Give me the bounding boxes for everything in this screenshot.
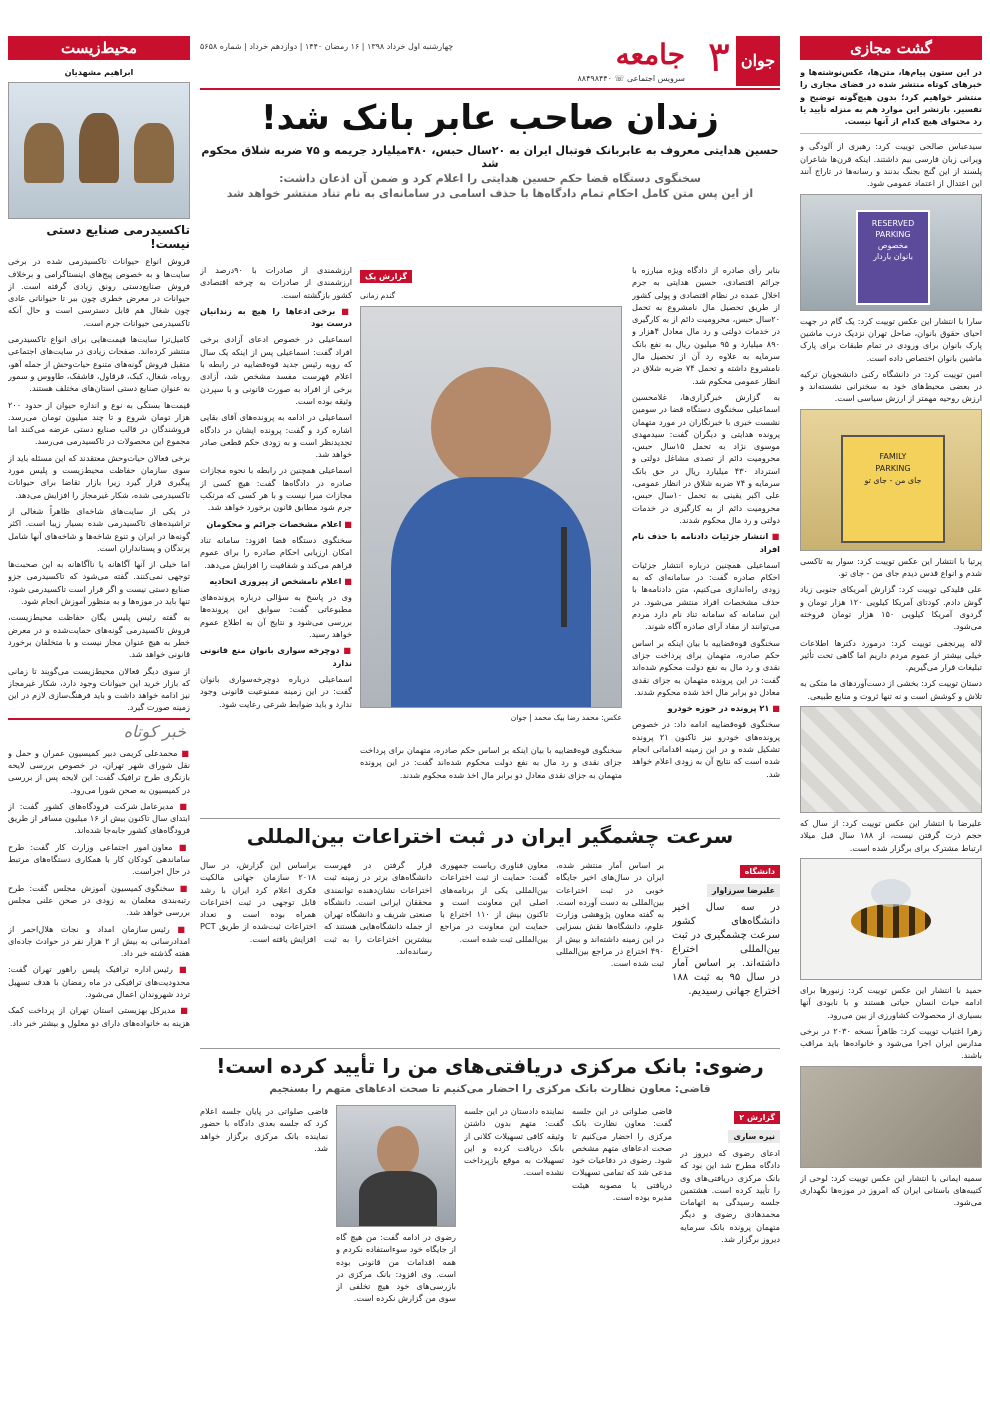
family-parking-photo: FAMILY PARKING جای من - جای تو [800, 409, 982, 551]
main-left-para-6: وی در پاسخ به سؤالی درباره پرونده‌های مطبوعاتی گفت: سوابق این پرونده‌ها بررسی می‌شود و نتایج آن به اطلاع عموم خواهد رسید. [200, 592, 352, 640]
short-news-header: خبر کوتاه [8, 718, 190, 743]
patent-col-4 [200, 859, 316, 1039]
bank-subhead: قاضی: معاون نظارت بانک مرکزی را احضار می‌کنیم تا صحت ادعاهای متهم را بسنجیم [269, 1083, 711, 1095]
virtual-tour-item-4: پرتیا با انتشار این عکس توییت کرد: سوار به تاکسی شدم و انواع قدس دیدم جای من - جای تو. [800, 555, 982, 579]
patent-col-1 [556, 859, 664, 1039]
service-line: سرویس اجتماعی ☏ ۸۸۴۹۸۴۴۰ [577, 74, 685, 83]
main-left-para-2: اسماعیلی در خصوص ادعای آزادی برخی افراد گفت: اسماعیلی پس از اینکه یک سال که رویه رئیس جدید قوه‌قضاییه در رابطه با اعلام فهرست مفسد مشخص شد، آزادی برخی از افراد به صورت قانونی و با سپردن وثیقه بوده است. [200, 334, 352, 406]
main-left-para-7: اسماعیلی درباره دوچرخه‌سواری بانوان گفت: در این زمینه ممنوعیت قانونی وجود ندارد و باید ضوابط شرعی رعایت شود. [200, 673, 352, 709]
virtual-tour-column [800, 36, 982, 1401]
main-left-para-3: اسماعیلی در ادامه به پرونده‌های آقای بقایی اشاره کرد و گفت: پرونده ایشان در دادگاه تجدیدنظر است و به زودی حکم قطعی صادر خواهد شد. [200, 412, 352, 460]
hedayati-photo [360, 306, 622, 708]
main-subhead-3: از این پس متن کامل احکام تمام دادگاه‌ها با حذف اسامی در سامانه‌ای به نام تناد منتشر خواهد شد [226, 187, 754, 200]
main-left-para-5: سخنگوی دستگاه قضا افزود: سامانه تناد امکان ارزیابی احکام صادره را برای عموم فراهم می‌کند و شفافیت را افزایش می‌دهد. [200, 534, 352, 570]
main-photo-block [360, 264, 622, 734]
reserved-parking-photo: RESERVED PARKING مخصوص بانوان باردار [800, 194, 982, 311]
short-news-item-2: ■ مدیرعامل شرکت فرودگاه‌های کشور گفت: از ابتدای سال تاکنون بیش از ۱۶ میلیون مسافر از طریق فرودگاه‌های کشور جابه‌جا شده‌اند. [8, 800, 190, 836]
main-left-subtitle-4: ■ دوچرخه سواری بانوان منع قانونی ندارد [200, 645, 352, 668]
main-center-para: سخنگوی قوه‌قضاییه با بیان اینکه بر اساس حکم صادره، متهمان برای پرداخت جزای نقدی و رد مال به نفع دولت محکوم شده‌اند گفت: در این پرونده متهمان به جزای نقدی معادل دو برابر مال اخذ شده محکوم شدند. [360, 745, 622, 780]
environment-column [8, 36, 190, 1401]
packaged-goods-photo [800, 706, 982, 813]
virtual-tour-item-8: علیرضا با انتشار این عکس توییت کرد: از سال که حجم ذرت گرفتن نیست، از ۱۸۸ سال قبل میلاد ارتباط مشترک برای برگزار شده است. [800, 818, 982, 853]
report-tag: گزارش یک [360, 270, 412, 283]
main-right-para-5: سخنگوی قوه‌قضاییه ادامه داد: در خصوص پرونده‌های خودرو نیز تاکنون ۲۱ پرونده تشکیل شده و در این زمینه اقداماتی انجام شده است که نتایج آن به زودی اعلام خواهد شد. [632, 719, 780, 779]
bee-photo [800, 858, 982, 980]
taxidermy-para-7: به گفته رئیس پلیس یگان حفاظت محیط‌زیست، فروش تاکسیدرمی گونه‌های حمایت‌شده و در معرض خطر به هیچ عنوان مجاز نیست و با متخلفان برخورد قانونی خواهد شد. [8, 612, 190, 660]
bank-col-4 [336, 1105, 456, 1395]
main-left-subtitle-3: ■ اعلام نامشخص از پیروزی اتحادیه [209, 575, 352, 586]
environment-header: محیط‌زیست [8, 36, 190, 60]
date-line: چهارشنبه اول خرداد ۱۳۹۸ | ۱۶ رمضان ۱۴۴۰ | دوازدهم خرداد | شماره ۵۶۵۸ [200, 42, 454, 51]
bank-headline: رضوی: بانک مرکزی دریافتی‌های من را تأیید کرده است! [216, 1054, 764, 1078]
newspaper-logo: جوان [736, 36, 780, 86]
virtual-tour-intro: در این ستون پیام‌ها، متن‌ها، عکس‌نوشته‌ها و خبرهای کوتاه منتشر شده در فضای مجازی را منتشر خواهیم کرد؛ بدون هیچ‌گونه توضیح و تفسیر. بازنشر این موارد هم به منزله تأیید یا رد محتوای هیچ کدام از آنها نیست. [800, 67, 982, 127]
patent-col-4-text: براساس این گزارش، در سال ۲۰۱۸ سازمان جهانی مالکیت فکری اعلام کرد ایران با رشد قابل توجهی در ثبت اختراعات همراه بوده است و تعداد اختراعات ثبت‌شده از طریق PCT افزایش یافته است. [200, 860, 316, 944]
main-col-center-bottom [360, 744, 622, 809]
main-left-para-1: ارزشمندی از صادرات با ۹۰درصد از ارزشمندی از صادرات به چرخه اقتصادی کشور بازگشته است. [200, 265, 352, 300]
virtual-tour-item-11: سمیه ایمانی با انتشار این عکس توییت کرد: لوحی از کتیبه‌های باستانی ایران که امروز در موزه‌ها نگهداری می‌شود. [800, 1172, 982, 1208]
main-left-subtitle-2: ■ اعلام مشخصات جرائم و محکومان [206, 518, 352, 529]
clay-tablet-photo [800, 1066, 982, 1168]
short-news-item-7: ■ مدیرکل بهزیستی استان تهران از پرداخت کمک هزینه به خانواده‌های دارای دو معلول و بیشتر خبر داد. [8, 1005, 190, 1028]
photo-caption: عکس: محمد رضا بیک محمد | جوان [510, 713, 622, 722]
patent-author: علیرضا سرزاوار [707, 884, 780, 897]
patent-col-3 [324, 859, 432, 1039]
taxidermy-photo [8, 82, 190, 219]
patent-tag: دانشگاه [740, 865, 780, 878]
bank-col-5-text: قاضی صلواتی در پایان جلسه اعلام کرد که جلسه بعدی دادگاه با حضور نماینده بانک مرکزی برگزار خواهد شد. [200, 1106, 328, 1153]
patent-col-2 [440, 859, 548, 1039]
bank-author: نیره ساری [728, 1130, 780, 1143]
short-news-item-4: ■ سخنگوی کمیسیون آموزش مجلس گفت: طرح رتبه‌بندی معلمان به زودی در صحن علنی مجلس بررسی خواهد شد. [8, 882, 190, 918]
main-headline: زندان صاحب عابر بانک شد! [261, 98, 719, 138]
patent-headline: سرعت چشمگیر ایران در ثبت اختراعات بین‌المللی [246, 824, 734, 848]
virtual-tour-item-9: حمید با انتشار این عکس توییت کرد: زنبورها برای ادامه حیات انسان حیاتی هستند و با نابودی آنها بسیاری از محصولات کشاورزی از بین می‌رود. [800, 984, 982, 1020]
report-author: گندم زمانی [360, 291, 396, 300]
patent-col-3-text: قرار گرفتن در فهرست دانشگاه‌های برتر در زمینه ثبت اختراعات نشان‌دهنده توانمندی محققان ایرانی است. دانشگاه صنعتی شریف و دانشگاه تهران از جمله دانشگاه‌هایی هستند که بیشترین اختراعات را به ثبت رسانده‌اند. [324, 860, 432, 957]
taxidermy-para-2: کامیل‌ترا سایت‌ها قیمت‌هایی برای انواع تاکسیدرمی منتشر کرده‌اند. صفحات زیادی در سایت‌های اجتماعی متقبل فروش گونه‌های متنوع حیات‌وحش از جمله آهو، روباه، شغال، کبک، قرقاول، قاشقک، طاووس و سمور به عنوان صنایع دستی استان‌های مختلف هستند. [8, 334, 190, 394]
short-news-item-1: ■ محمدعلی کریمی دبیر کمیسیون عمران و حمل و نقل شورای شهر تهران، در خصوص بررسی لایحه بازنگری طرح ترافیک گفت: این لایحه پس از بررسی در کمیسیون به صحن شورا می‌رود. [8, 747, 190, 795]
taxidermy-para-1: فروش انواع حیوانات تاکسیدرمی شده در برخی سایت‌ها و به خصوص پیج‌های اینستاگرامی و برخلاف فروش صنایع‌دستی رونق زیادی گرفته است. از حیوانات در معرض خطری چون ببر تا حیواناتی عادی چون شغال هم قابل دسترسی است و حال آنکه تاکسیدرمی حیوانات جرم است. [8, 256, 190, 328]
patent-intro-block [672, 859, 780, 1039]
taxidermy-para-5: در یکی از سایت‌های شاخه‌ای ظاهراً شغالی از تراشیده‌های تاکسیدرمی شده بسیار زیبا است. اکثر گونه‌ها در ایران و تنوع شاخه‌ها و شاخه‌های آنها شامل پرندگان و پستانداران است. [8, 505, 190, 553]
taxidermy-para-6: اما خیلی از آنها آگاهانه یا ناآگاهانه به این صحبت‌ها توجهی نمی‌کنند. گفته می‌شود که تاکسیدرمی جزو صنایع دستی نیست و اگر قرار است تاکسیدرمی شود، تنها باید در موزه‌ها و به منظور آموزش انجام شود. [8, 559, 190, 607]
bank-tag-block [680, 1105, 780, 1395]
short-news-item-5: ■ رئیس سازمان امداد و نجات هلال‌احمر از امدادرسانی به بیش از ۲ هزار نفر در حوادث جاده‌ای هفته گذشته خبر داد. [8, 923, 190, 959]
patent-col-1-text: بر اساس آمار منتشر شده، ایران در سال‌های اخیر جایگاه خوبی در ثبت اختراعات بین‌المللی به دست آورده است. به گفته معاون پژوهشی وزارت علوم، دانشگاه‌ها نقش بسزایی در این زمینه داشته‌اند و بیش از ۴۹۰ اختراع در مراجع بین‌المللی ثبت شده است. [556, 860, 664, 969]
bank-col-5 [200, 1105, 328, 1395]
main-right-para-2: به گزارش خبرگزاری‌ها، غلامحسین اسماعیلی سخنگوی دستگاه قضا در سومین نشست خبری با خبرنگاران در مورد متهمان پرونده هدایتی و دیگران گفت: سیدمهدی موسوی نژاد به تحمل ۱۵سال حبس، محرومیت دائم از تصدی مشاغل دولتی و استرداد ۴۳۰ میلیارد ریال در حق بانک سرمایه و ۷۴ ضربه شلاق در انظار عمومی، علی اکبر یقینی به تحمل ۱۰سال حبس، محرومیت دائم از به کارگیری در خدمات دولتی و رد مال محکوم شدند. [632, 391, 780, 525]
virtual-tour-item-6: لاله پیرنجفی توییت کرد: درمورد دکترها اطلاعات خیلی بیشتر از عموم مردم داریم اما گاهی تحت تأثیر تبلیغات قرار می‌گیریم. [800, 637, 982, 673]
virtual-tour-item-2: سارا با انتشار این عکس توییت کرد: یک گام در جهت احیای حقوق بانوان، صاحل تهران نزدیک درب ماشین پارک بانوان برای ورودی در تمام طبقات برای پارک ماشین بانوان اختصاص داده است. [800, 315, 982, 363]
main-subhead-2: سخنگوی دستگاه قضا حکم حسین هدایتی را اعلام کرد و ضمن آن اذعان داشت: [279, 172, 701, 185]
masthead [200, 36, 780, 90]
main-right-para-3: اسماعیلی همچنین درباره انتشار جزئیات احکام صادره گفت: در سامانه‌ای که به زودی راه‌اندازی می‌کنیم، متن دادنامه‌ها با حذف مشخصات افراد منتشر می‌شود. در این سامانه که سامانه تناد نام دارد مردم می‌توانند از مفاد آرای صادره آگاه شوند. [632, 559, 780, 632]
main-col-left [200, 264, 352, 809]
page-number: ۳ [707, 36, 730, 81]
taxidermy-title: تاکسیدرمی صنایع دستی نیست! [46, 223, 190, 252]
virtual-tour-item-10: زهرا اغتیاب توییت کرد: ظاهراً نسخه ۲۰۳۰ در برخی مدارس ایران اجرا می‌شود و خانواده‌ها باید مراقب باشند. [800, 1025, 982, 1061]
patent-col-2-text: معاون فناوری ریاست جمهوری گفت: حمایت از ثبت اختراعات بین‌المللی یکی از برنامه‌های اصلی این معاونت است و تاکنون بیش از ۱۱۰ اختراع با حمایت این معاونت در مراجع بین‌المللی ثبت شده است. [440, 860, 548, 944]
virtual-tour-header: گشت مجازی [800, 36, 982, 60]
bank-col-3-text: نماینده دادستان در این جلسه گفت: متهم بدون داشتن وثیقه کافی تسهیلات کلانی از بانک دریافت کرده و این تسهیلات به موقع بازپرداخت نشده است. [464, 1106, 564, 1178]
patent-intro: در سه سال اخیر دانشگاه‌های کشور سرعت چشمگیری در ثبت بین‌المللی اختراع داشته‌اند. بر اساس آمار در سال ۹۵ به ثبت ۱۸۸ اختراع جهانی رسیدیم. [672, 902, 780, 997]
main-left-subtitle-1: ■ برخی ادعاها را هیچ به زندانیان درست بود [200, 305, 352, 329]
bank-tag: گزارش ۲ [734, 1111, 780, 1124]
bank-col-2-text: قاضی صلواتی در این جلسه گفت: معاون نظارت بانک مرکزی را احضار می‌کنیم تا صحت ادعاهای متهم مشخص شود. رضوی در دفاعیات خود مدعی شد که تمامی تسهیلات دریافتی با مصوبه هیئت مدیره بوده است. [572, 1106, 672, 1203]
taxidermy-para-8: از سوی دیگر فعالان محیط‌زیست می‌گویند تا زمانی که بازار خرید این حیوانات وجود دارد، شکار غیرمجاز نیز ادامه خواهد داشت و باید فرهنگ‌سازی لازم در این زمینه صورت گیرد. [8, 665, 190, 713]
bank-col-2 [572, 1105, 672, 1395]
short-news-item-6: ■ رئیس اداره ترافیک پلیس راهور تهران گفت: محدودیت‌های ترافیکی در ماه رمضان با هدف تسهیل تردد شهروندان اعمال می‌شود. [8, 964, 190, 1000]
patent-story [200, 818, 780, 1044]
main-right-subtitle-1: ■ انتشار جزئیات دادنامه با حذف نام افراد [632, 531, 780, 554]
short-news-item-3: ■ معاون امور اجتماعی وزارت کار گفت: طرح ساماندهی کودکان کار با همکاری دستگاه‌های مرتبط در حال اجراست. [8, 841, 190, 877]
main-subhead: حسین هدایتی معروف به عابربانک فوتبال ایران به ۲۰سال حبس، ۴۸۰میلیارد جریمه و ۷۵ ضربه شلاق محکوم شد [201, 144, 779, 170]
bank-col-3 [464, 1105, 564, 1395]
main-col-right [632, 264, 780, 809]
virtual-tour-item-1: سیدعباس صالحی توییت کرد: رهبری از آلودگی و ویرانی زبان فارسی بیم داشتند. اینکه قرن‌ها شاعران پلسند از این گنج بجنگ بدنند و رسانه‌ها در تاراج آنند این اعتدال از اعتماد عمومی شود. [800, 141, 982, 189]
bank-story [200, 1048, 780, 1401]
main-right-subtitle-2: ■ ۲۱ پرونده در حوزه خودرو [667, 703, 780, 714]
main-left-para-4: اسماعیلی همچنین در رابطه با نحوه مجازات صادره در دادگاه‌ها گفت: هیچ کسی از مجازات مبرا نیست و با هر کسی که مرتکب جرم شود مطابق قانون برخورد خواهد شد. [200, 465, 352, 513]
taxidermy-para-4: برخی فعالان حیات‌وحش معتقدند که این مسئله باید از سوی سازمان حفاظت محیط‌زیست و پلیس مورد پیگیری قرار گیرد زیرا بازار تقاضا برای حیوانات تاکسیدرمی شده، شکار غیرمجاز را افزایش می‌دهد. [8, 452, 190, 500]
virtual-tour-item-7: دستان توییت کرد: بخشی از دست‌آوردهای ما متکی به تلاش و کوشش است و نه تنها ثروت و منابع طبیعی. [800, 678, 982, 701]
bank-col-4-text: رضوی در ادامه گفت: من هیچ گاه از جایگاه خود سوءاستفاده نکردم و همه اقدامات من قانونی بوده است. وی افزود: بانک مرکزی در بازرسی‌های خود هیچ تخلفی از سوی من گزارش نکرده است. [336, 1232, 456, 1304]
bank-col-1-text: ادعای رضوی که دیروز در دادگاه مطرح شد این بود که بانک مرکزی دریافتی‌های وی را تأیید کرده است. هشتمین جلسه رسیدگی به اتهامات محمدهادی رضوی و دیگر متهمان پرونده بانک سرمایه دیروز برگزار شد. [680, 1148, 780, 1245]
main-story [200, 94, 780, 812]
environment-byline: ابراهیم مشهدیان [64, 67, 134, 77]
razavi-photo [336, 1105, 456, 1227]
main-right-para-1: بنابر رأی صادره از دادگاه ویژه مبارزه با جرائم اقتصادی، حسین هدایتی به جرم اخلال عمده در نظام اقتصادی و پولی کشور از طریق تحصیل مال نامشروع به تحمل ۲۰سال حبس، محرومیت دائم از به کارگیری در خدمات دولتی و رد مال معادل ۴هزار و ۸۹۰ میلیارد و ۹۵ میلیون ریال به نفع بانک سرمایه به علاوه رد آن از تحصیل مال نامشروع داشته و تحمل ۷۴ ضربه شلاق در انظار عمومی محکوم شد. [632, 265, 780, 386]
main-right-para-4: سخنگوی قوه‌قضاییه با بیان اینکه بر اساس حکم صادره، متهمان برای پرداخت جزای نقدی و رد مال به نفع دولت محکوم شده‌اند گفت: در این پرونده متهمان به جزای نقدی معادل دو برابر مال اخذ شده محکوم شدند. [632, 637, 780, 697]
virtual-tour-item-5: علی قلیدکی توییت کرد: گزارش آمریکای جنوبی زیاد گوش دادم. کودتای آمریکا کیلویی ۱۲۰ هزار تومان و گردوی آمریکا کیلویی ۱۵۰ هزار تومان فروخته می‌شود. [800, 584, 982, 632]
section-title: جامعه [615, 38, 685, 71]
taxidermy-para-3: قیمت‌ها بستگی به نوع و اندازه حیوان از حدود ۲۰۰ هزار تومان شروع و تا چند میلیون تومان می‌رسد. فروشندگان در قالب صنایع دستی عرضه می‌کنند اما مجموع این محصولات در تاکسیدرمی می‌رسد. [8, 399, 190, 447]
virtual-tour-item-3: امین توییت کرد: در دانشگاه رکنی دانشجویان ترکیه در بعضی محیط‌های خود به سخنرانی نشسته‌اند و ارزش روحیه مهمتر از ارزش سیاسی است. [800, 368, 982, 404]
